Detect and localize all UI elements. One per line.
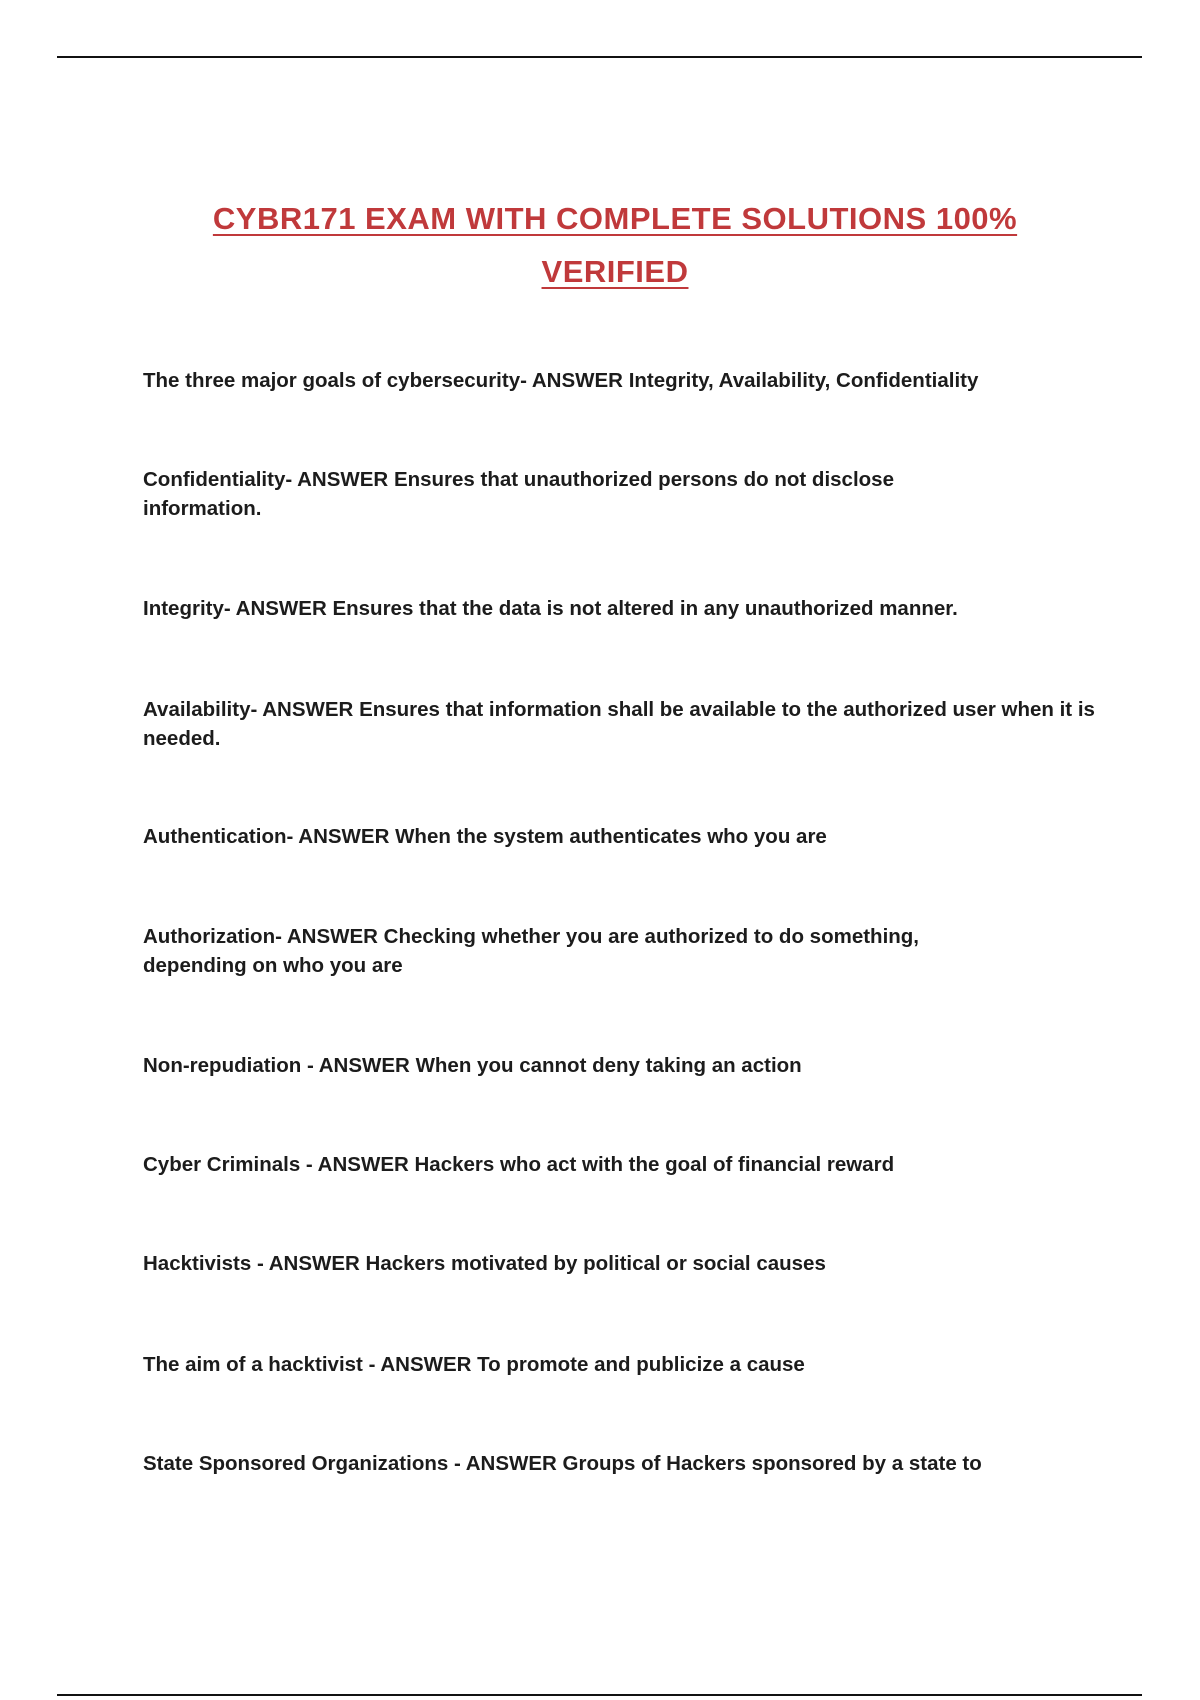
qa-answer: When you cannot deny taking an action xyxy=(415,1054,802,1077)
qa-entry-11 xyxy=(143,1449,1103,1478)
qa-term: The aim of a hacktivist xyxy=(143,1353,369,1376)
qa-entry-2 xyxy=(143,465,983,523)
document-title: CYBR171 EXAM WITH COMPLETE SOLUTIONS 100% VERIFIED xyxy=(212,201,1018,289)
qa-answer: Hackers motivated by political or social causes xyxy=(365,1252,826,1275)
qa-separator: - ANSWER xyxy=(520,369,629,392)
qa-term: Authorization xyxy=(143,925,276,948)
qa-term: Authentication xyxy=(143,825,287,848)
qa-separator: - ANSWER xyxy=(368,1353,478,1376)
qa-term: State Sponsored Organizations xyxy=(143,1452,454,1475)
qa-entry-10 xyxy=(143,1350,1103,1379)
qa-separator: - ANSWER xyxy=(453,1452,563,1475)
qa-separator: - ANSWER xyxy=(275,925,384,948)
qa-term: Integrity xyxy=(143,597,224,620)
qa-answer: Ensures that unauthorized persons do not disclose information. xyxy=(143,468,894,520)
qa-separator: - ANSWER xyxy=(223,597,333,620)
qa-separator: - ANSWER xyxy=(305,1153,415,1176)
qa-entry-6 xyxy=(143,922,1023,980)
qa-entry-5 xyxy=(143,822,1103,851)
qa-term: Hacktivists xyxy=(143,1252,257,1275)
qa-answer: Checking whether you are authorized to do something, depending on who you are xyxy=(143,925,920,977)
qa-separator: - ANSWER xyxy=(306,1054,416,1077)
qa-entry-1 xyxy=(143,366,1103,395)
footer-rule xyxy=(57,1694,1142,1696)
qa-term: Availability xyxy=(143,698,251,721)
qa-entry-7 xyxy=(143,1051,1103,1080)
qa-entry-9 xyxy=(143,1249,1103,1278)
qa-term: Cyber Criminals xyxy=(143,1153,306,1176)
qa-entry-4 xyxy=(143,695,1103,753)
qa-separator: - ANSWER xyxy=(285,468,394,491)
qa-answer: Groups of Hackers sponsored by a state to xyxy=(562,1452,982,1475)
qa-entry-3 xyxy=(143,594,1103,623)
qa-term: Confidentiality xyxy=(143,468,286,491)
qa-answer: Hackers who act with the goal of financial reward xyxy=(414,1153,895,1176)
qa-term: Non-repudiation xyxy=(143,1054,307,1077)
qa-answer: Ensures that information shall be available to the authorized user when it is needed. xyxy=(143,698,1095,750)
qa-answer: When the system authenticates who you are xyxy=(395,825,827,848)
qa-separator: - ANSWER xyxy=(250,698,360,721)
qa-answer: To promote and publicize a cause xyxy=(477,1353,805,1376)
qa-entry-8 xyxy=(143,1150,1103,1179)
qa-separator: - ANSWER xyxy=(256,1252,366,1275)
qa-separator: - ANSWER xyxy=(286,825,396,848)
qa-answer: Ensures that the data is not altered in any unauthorized manner. xyxy=(332,597,958,620)
header-rule xyxy=(57,56,1142,58)
qa-term: The three major goals of cybersecurity xyxy=(143,369,521,392)
qa-answer: Integrity, Availability, Confidentiality xyxy=(628,369,979,392)
